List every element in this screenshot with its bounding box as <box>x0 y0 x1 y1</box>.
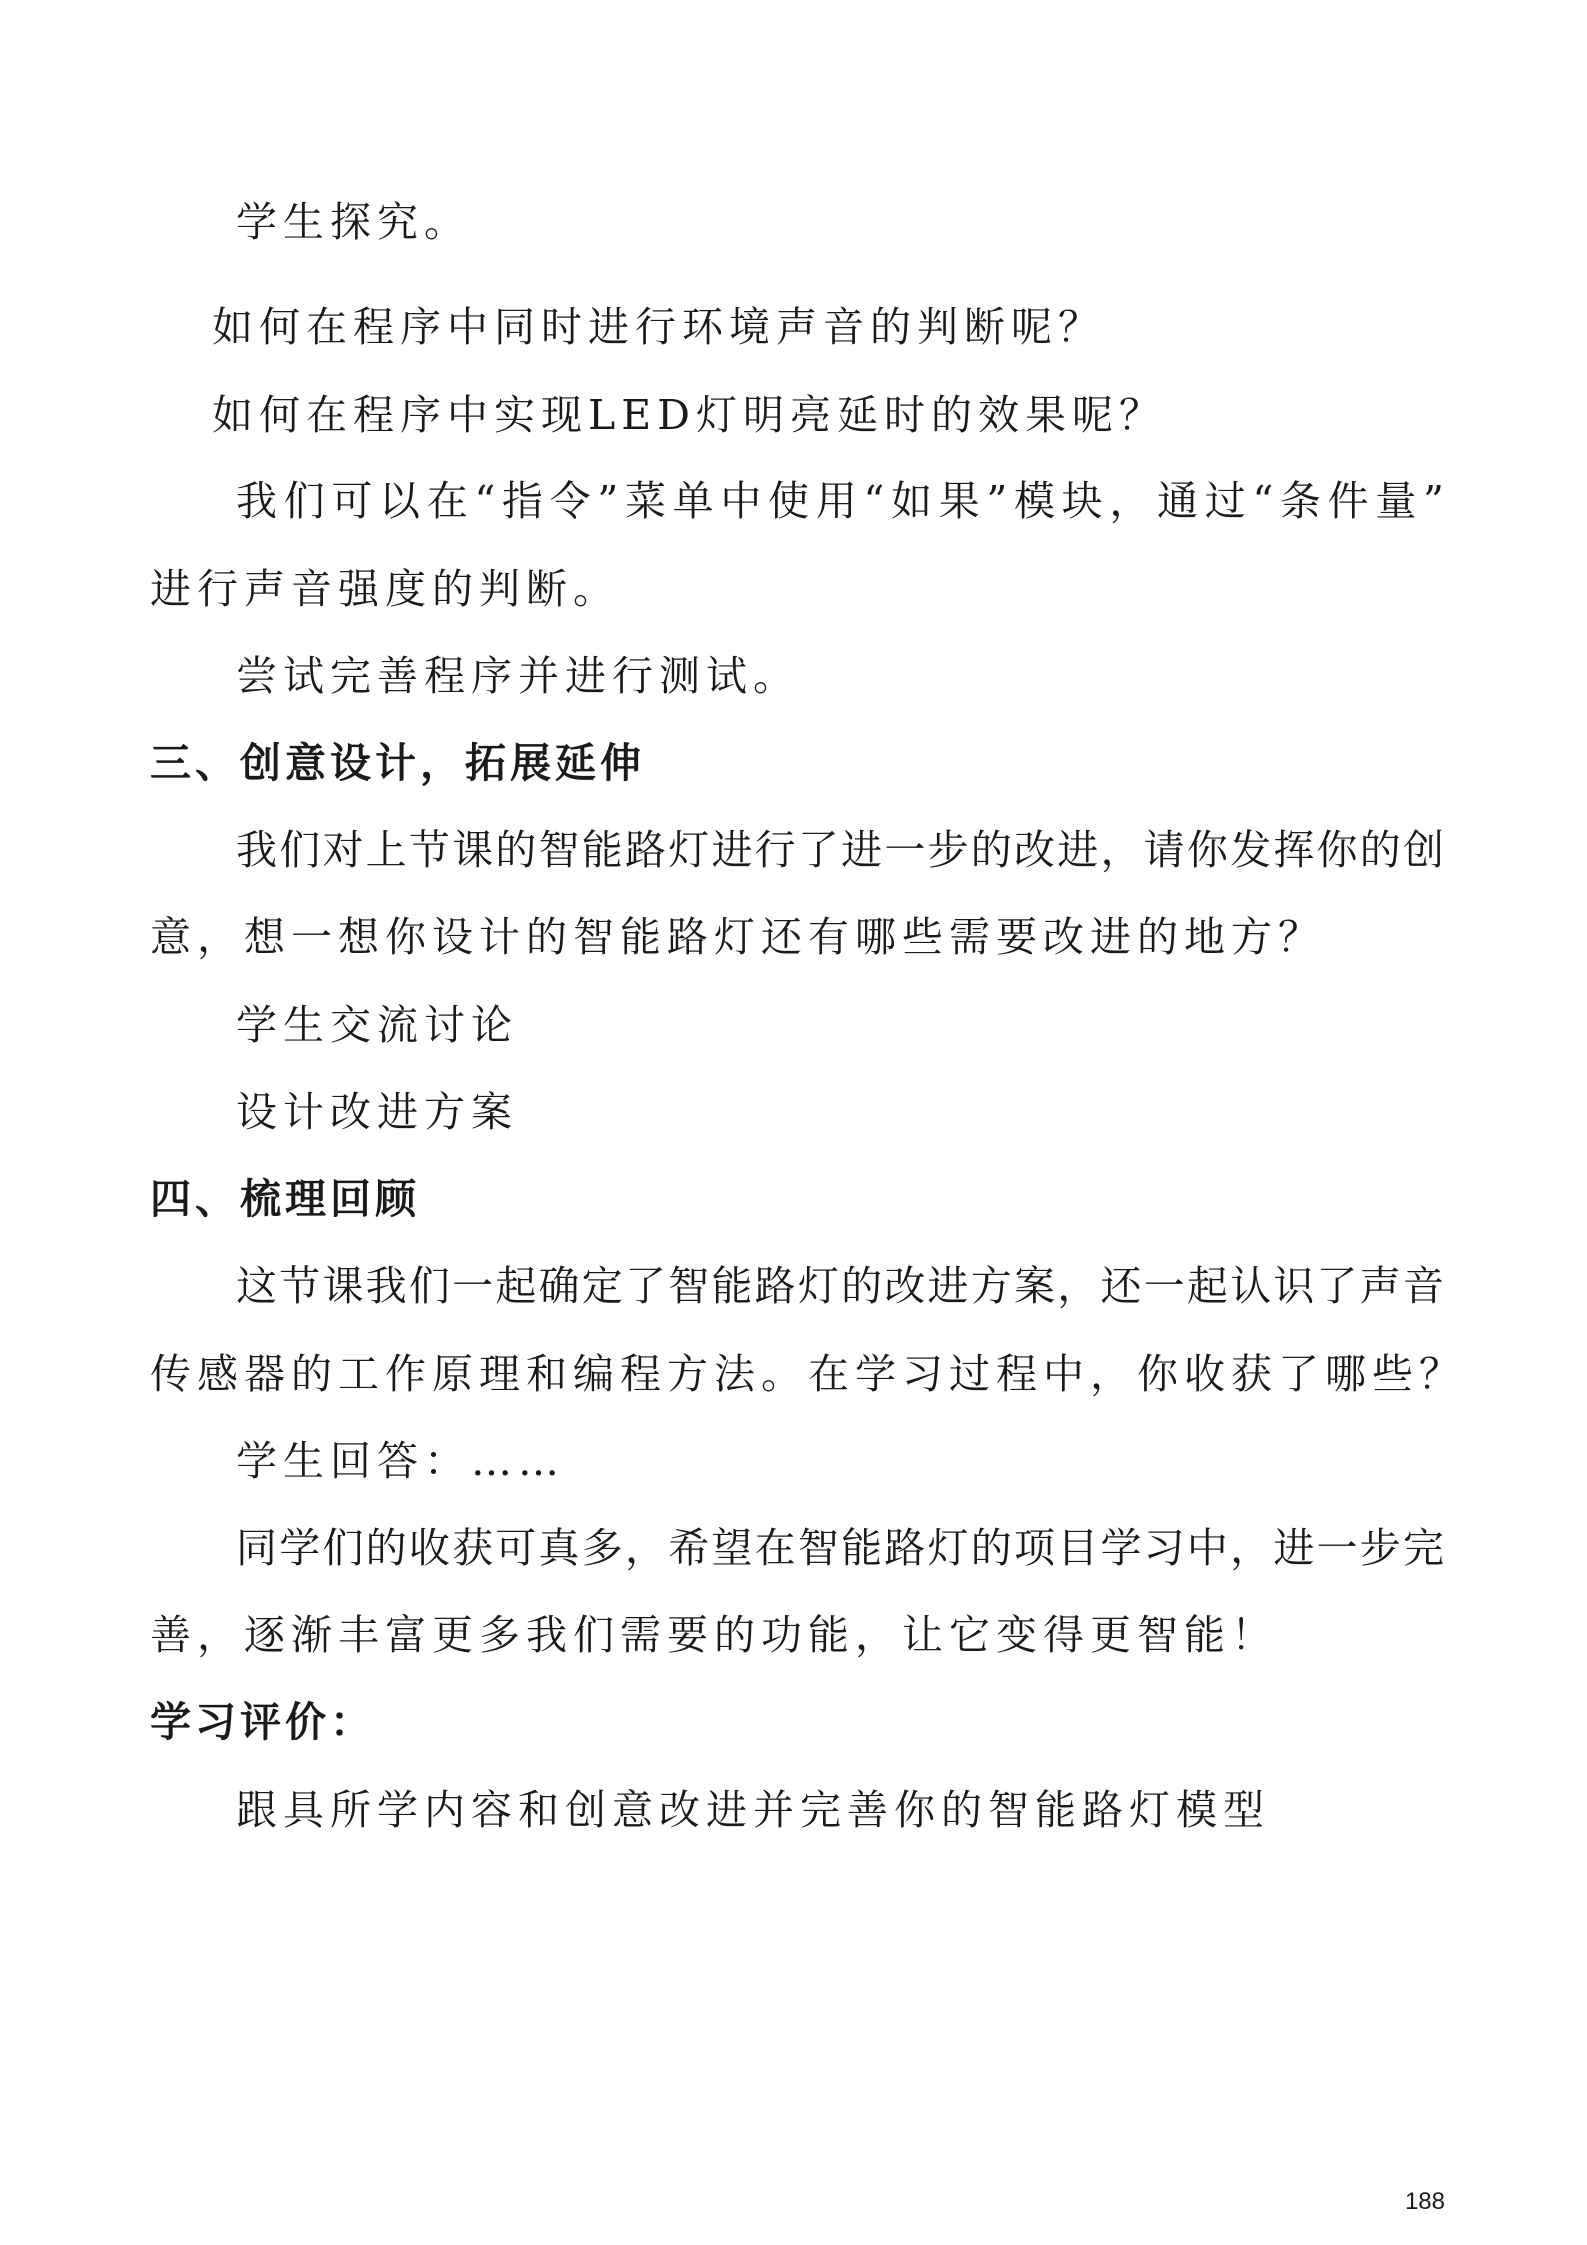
paragraph-instruction-line-2: 进行声音强度的判断。 <box>150 565 620 613</box>
paragraph-review-line-2: 传感器的工作原理和编程方法。在学习过程中，你收获了哪些？ <box>150 1350 1466 1398</box>
paragraph-evaluation: 跟具所学内容和创意改进并完善你的智能路灯模型 <box>236 1786 1270 1834</box>
paragraph-instruction-line-1: 我们可以在“指令”菜单中使用“如果”模块，通过“条件量” <box>236 477 1444 525</box>
paragraph-student-explore: 学生探究。 <box>236 198 471 246</box>
section-heading-3: 三、创意设计，拓展延伸 <box>150 739 645 787</box>
paragraph-review-line-1: 这节课我们一起确定了智能路灯的改进方案，还一起认识了声音 <box>236 1262 1444 1310</box>
paragraph-improve-line-1: 我们对上节课的智能路灯进行了进一步的改进，请你发挥你的创 <box>236 826 1444 874</box>
paragraph-summary-line-1: 同学们的收获可真多，希望在智能路灯的项目学习中，进一步完 <box>236 1524 1444 1572</box>
paragraph-summary-line-2: 善，逐渐丰富更多我们需要的功能，让它变得更智能！ <box>150 1611 1278 1659</box>
page-number: 188 <box>1404 2188 1445 2215</box>
paragraph-discussion: 学生交流讨论 <box>236 1001 518 1049</box>
question-led-delay: 如何在程序中实现LED灯明亮延时的效果呢？ <box>212 391 1167 439</box>
question-sound-judgement: 如何在程序中同时进行环境声音的判断呢？ <box>212 303 1105 351</box>
section-heading-4: 四、梳理回顾 <box>150 1175 420 1223</box>
paragraph-improve-line-2: 意，想一想你设计的智能路灯还有哪些需要改进的地方？ <box>150 913 1325 961</box>
section-heading-evaluation: 学习评价： <box>150 1698 375 1746</box>
paragraph-student-answer: 学生回答：…… <box>236 1437 565 1485</box>
paragraph-design-plan: 设计改进方案 <box>236 1088 518 1136</box>
paragraph-try-test: 尝试完善程序并进行测试。 <box>236 652 800 700</box>
